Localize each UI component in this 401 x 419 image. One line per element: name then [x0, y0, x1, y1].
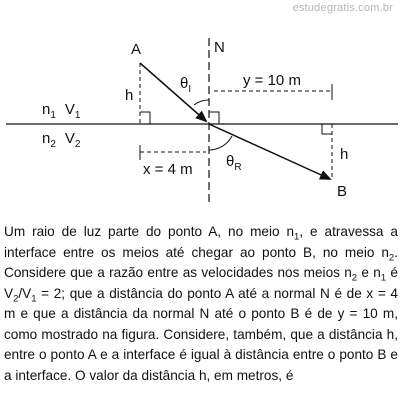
label-incidence-angle: $\theta_I$: [180, 75, 192, 95]
label-normal: N: [214, 39, 225, 56]
label-medium1: $n_1$ $V_1$: [42, 101, 81, 121]
label-y-distance: y = 10 m: [243, 72, 301, 89]
problem-statement: Um raio de luz parte do ponto A, no meio $n_1$, e atravessa a interface entre os meios até chegar ao ponto B, no meio $n_2$. Considere que a razão entre as velocidades nos meios $n_2$ e $n_1$ é $V_2/V_1 = 2$; que a distância do ponto A até a normal N é de x = 4 m e que a distância da normal N até o ponto B é de y = 10 m, como mostrado na figura. Considere, também, que a distância h, entre o ponto A e a interface é igual à distância entre o ponto B e a interface. O valor da distância h, em metros, é: [4, 224, 398, 383]
site-watermark: estudegratis.com.br: [292, 2, 393, 14]
right-angle-incidence: [209, 112, 219, 124]
label-medium2: $n_2$ $V_2$: [42, 130, 81, 150]
label-point-a: A: [131, 41, 142, 58]
label-h-left: h: [125, 87, 134, 104]
label-point-b: B: [337, 183, 348, 200]
right-angle-b: [322, 124, 332, 134]
right-angle-a: [140, 112, 150, 124]
refraction-angle-arc: [209, 136, 232, 150]
refracted-ray: [209, 124, 330, 179]
label-refraction-angle: $\theta_R$: [226, 153, 242, 173]
incidence-angle-arc: [194, 100, 209, 105]
label-x-distance: x = 4 m: [143, 161, 193, 178]
label-h-right: h: [340, 146, 349, 163]
